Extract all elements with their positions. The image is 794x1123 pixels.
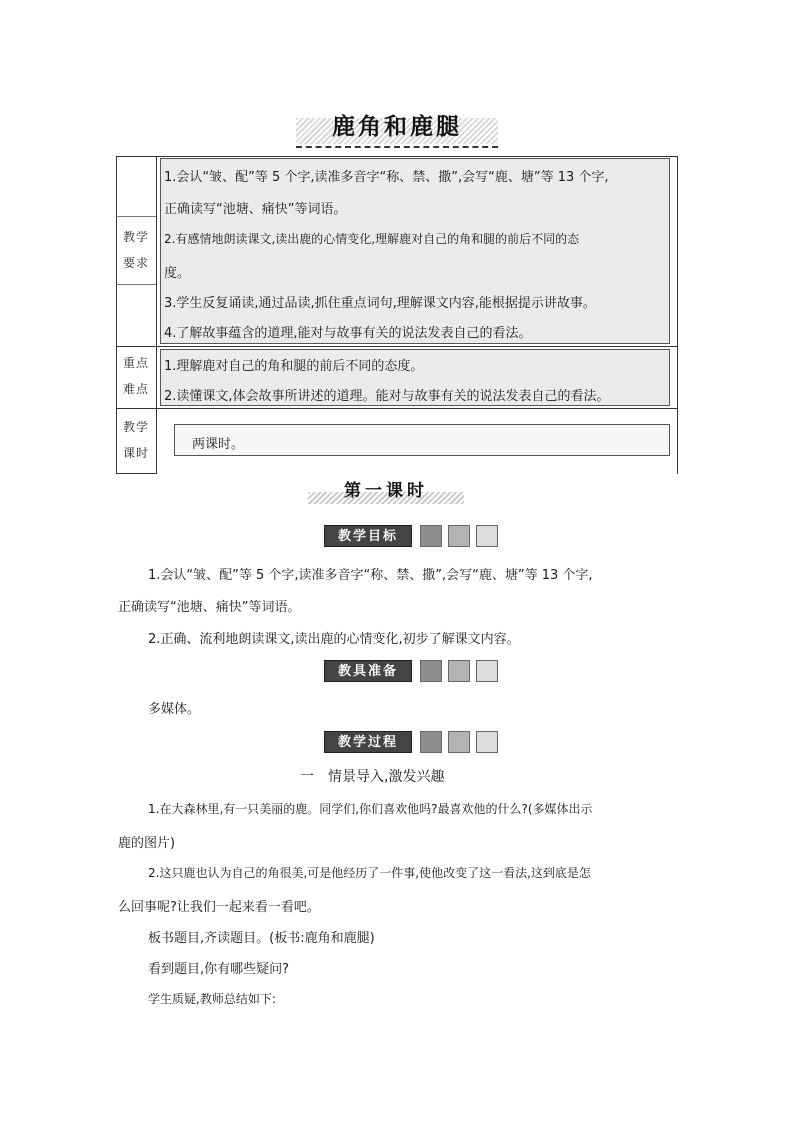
goal-line: 1.会认“皱、配”等 5 个字,读准多音字“称、禁、撒”,会写“鹿、塘”等 13 个字,	[164, 170, 609, 185]
process-tag-label: 教学过程	[324, 731, 412, 753]
objective-line: 1.会认“皱、配”等 5 个字,读准多音字“称、禁、撒”,会写“鹿、塘”等 13 个字,	[148, 568, 593, 583]
key-point-line: 1.理解鹿对自己的角和腿的前后不同的态度。	[164, 359, 424, 374]
key-label	[116, 350, 156, 402]
objectives-tag	[324, 525, 500, 547]
goal-line: 2.有感情地朗读课文,读出鹿的心情变化,理解鹿对自己的角和腿的前后不同的态	[164, 232, 580, 246]
goal-line: 3.学生反复诵读,通过品读,抓住重点词句,理解课文内容,能根据提示讲故事。	[164, 296, 596, 311]
table-row-divider-1	[116, 346, 678, 347]
process-line: 板书题目,齐读题目。(板书:鹿角和鹿腿)	[148, 931, 375, 946]
hours-value: 两课时。	[192, 437, 245, 452]
page-title: 鹿角和鹿腿	[332, 114, 462, 140]
objectives-tag-label: 教学目标	[324, 525, 412, 547]
goals-label-line2: 要求	[122, 256, 149, 270]
hours-label-line2: 课时	[122, 446, 149, 460]
tag-square-light	[476, 731, 498, 753]
key-point-line: 2.读懂课文,体会故事所讲述的道理。能对与故事有关的说法发表自己的看法。	[164, 389, 610, 404]
lesson-heading: 第一课时	[344, 481, 428, 501]
table-border-bottom-left	[116, 473, 156, 474]
page-title-block	[296, 106, 498, 148]
prep-tag	[324, 660, 500, 682]
hours-label-line1: 教学	[122, 420, 149, 434]
table-border-right	[677, 156, 678, 474]
lesson-heading-block	[308, 476, 464, 508]
goal-line: 正确读写“池塘、痛快”等词语。	[164, 202, 347, 217]
goals-box	[160, 158, 670, 344]
title-dashed-underline	[296, 146, 498, 148]
label-sub-divider-b	[116, 284, 156, 285]
tag-square-mid	[448, 660, 470, 682]
process-line: 学生质疑,教师总结如下:	[148, 992, 276, 1006]
tag-square-dark	[420, 731, 442, 753]
label-sub-divider-a	[116, 216, 156, 217]
table-label-divider	[156, 156, 157, 474]
prep-tag-label: 教具准备	[324, 660, 412, 682]
tag-square-light	[476, 660, 498, 682]
goals-label-line1: 教学	[122, 230, 149, 244]
objective-line: 正确读写“池塘、痛快”等词语。	[118, 600, 301, 615]
process-line: 么回事呢?让我们一起来看一看吧。	[118, 900, 320, 915]
key-label-line2: 难点	[122, 382, 149, 396]
key-label-line1: 重点	[122, 356, 149, 370]
tag-square-light	[476, 525, 498, 547]
objective-line: 2.正确、流利地朗读课文,读出鹿的心情变化,初步了解课文内容。	[148, 632, 520, 647]
goal-line: 度。	[164, 266, 191, 281]
process-tag	[324, 731, 500, 753]
prep-text: 多媒体。	[148, 702, 201, 717]
step-title: 一 情景导入,激发兴趣	[300, 769, 445, 785]
tag-square-mid	[448, 525, 470, 547]
hours-label	[116, 414, 156, 466]
goal-line: 4.了解故事蕴含的道理,能对与故事有关的说法发表自己的看法。	[164, 326, 532, 341]
tag-square-mid	[448, 731, 470, 753]
hours-box	[174, 424, 670, 456]
process-line: 1.在大森林里,有一只美丽的鹿。同学们,你们喜欢他吗?最喜欢他的什么?(多媒体出示	[148, 802, 593, 816]
process-line: 鹿的图片)	[118, 836, 176, 851]
table-border-top	[116, 156, 678, 157]
goals-label	[116, 224, 156, 276]
tag-square-dark	[420, 525, 442, 547]
table-row-divider-2	[116, 408, 678, 409]
lesson-summary-table	[116, 156, 678, 474]
process-line: 2.这只鹿也认为自己的角很美,可是他经历了一件事,使他改变了这一看法,这到底是怎	[148, 866, 591, 880]
tag-square-dark	[420, 660, 442, 682]
process-line: 看到题目,你有哪些疑问?	[148, 962, 290, 977]
